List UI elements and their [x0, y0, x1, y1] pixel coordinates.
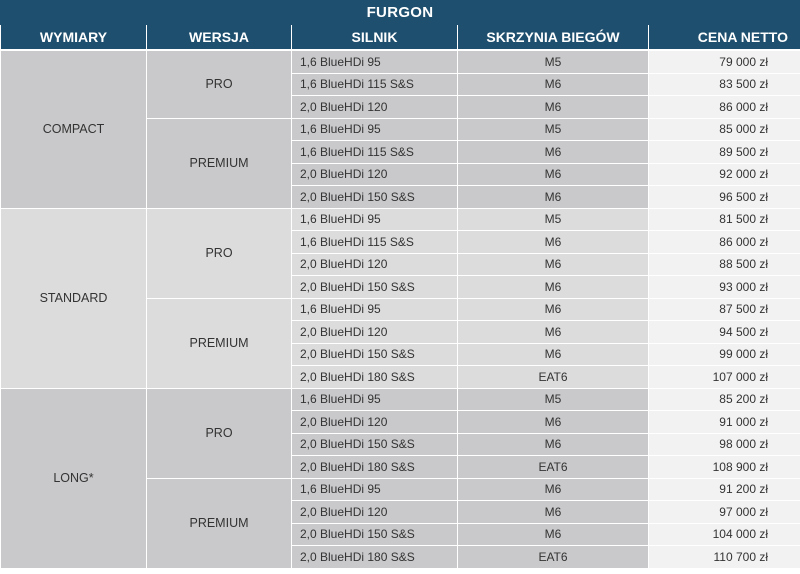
dimension-cell: STANDARD: [1, 208, 147, 388]
price-cell: 85 000 zł: [649, 118, 800, 141]
gearbox-cell: M6: [458, 433, 649, 456]
dimension-cell: LONG*: [1, 388, 147, 568]
header-row: [1, 25, 800, 50]
price-cell: 99 000 zł: [649, 343, 800, 366]
price-cell: 91 000 zł: [649, 411, 800, 434]
price-cell: 83 500 zł: [649, 73, 800, 96]
price-cell: 104 000 zł: [649, 523, 800, 546]
price-cell: 96 500 zł: [649, 186, 800, 209]
price-cell: 98 000 zł: [649, 433, 800, 456]
engine-cell: 2,0 BlueHDi 120: [292, 501, 458, 524]
price-cell: 87 500 zł: [649, 298, 800, 321]
engine-cell: 1,6 BlueHDi 95: [292, 478, 458, 501]
gearbox-cell: M6: [458, 321, 649, 344]
gearbox-cell: M5: [458, 388, 649, 411]
gearbox-cell: M5: [458, 118, 649, 141]
price-cell: 93 000 zł: [649, 276, 800, 299]
gearbox-cell: M6: [458, 186, 649, 209]
price-cell: 107 000 zł: [649, 366, 800, 389]
gearbox-cell: M6: [458, 478, 649, 501]
price-cell: 85 200 zł: [649, 388, 800, 411]
gearbox-cell: M6: [458, 343, 649, 366]
engine-cell: 1,6 BlueHDi 95: [292, 208, 458, 231]
price-cell: 88 500 zł: [649, 253, 800, 276]
version-cell: PRO: [147, 388, 292, 478]
price-cell: 94 500 zł: [649, 321, 800, 344]
engine-cell: 2,0 BlueHDi 180 S&S: [292, 546, 458, 569]
table-body: [1, 50, 800, 568]
engine-cell: 1,6 BlueHDi 95: [292, 118, 458, 141]
engine-cell: 2,0 BlueHDi 180 S&S: [292, 456, 458, 479]
price-cell: 81 500 zł: [649, 208, 800, 231]
header-net-price: CENA NETTO: [649, 25, 800, 50]
price-cell: 89 500 zł: [649, 141, 800, 164]
dimension-cell: COMPACT: [1, 50, 147, 208]
engine-cell: 2,0 BlueHDi 150 S&S: [292, 186, 458, 209]
header-gearbox: SKRZYNIA BIEGÓW: [458, 25, 649, 50]
engine-cell: 2,0 BlueHDi 120: [292, 321, 458, 344]
engine-cell: 2,0 BlueHDi 120: [292, 253, 458, 276]
gearbox-cell: M6: [458, 298, 649, 321]
engine-cell: 2,0 BlueHDi 150 S&S: [292, 343, 458, 366]
table-row: [1, 208, 800, 231]
price-cell: 86 000 zł: [649, 96, 800, 119]
gearbox-cell: M6: [458, 96, 649, 119]
version-cell: PREMIUM: [147, 298, 292, 388]
gearbox-cell: M6: [458, 163, 649, 186]
version-cell: PRO: [147, 208, 292, 298]
price-cell: 97 000 zł: [649, 501, 800, 524]
engine-cell: 2,0 BlueHDi 150 S&S: [292, 523, 458, 546]
version-cell: PREMIUM: [147, 478, 292, 568]
engine-cell: 1,6 BlueHDi 95: [292, 50, 458, 73]
table-title: FURGON: [0, 0, 800, 25]
engine-cell: 2,0 BlueHDi 150 S&S: [292, 276, 458, 299]
gearbox-cell: M6: [458, 141, 649, 164]
gearbox-cell: EAT6: [458, 366, 649, 389]
gearbox-cell: M5: [458, 208, 649, 231]
gearbox-cell: EAT6: [458, 546, 649, 569]
table-row: [1, 388, 800, 411]
engine-cell: 2,0 BlueHDi 180 S&S: [292, 366, 458, 389]
price-cell: 110 700 zł: [649, 546, 800, 569]
version-cell: PRO: [147, 50, 292, 118]
gearbox-cell: M6: [458, 276, 649, 299]
header-version: WERSJA: [147, 25, 292, 50]
gearbox-cell: M6: [458, 231, 649, 254]
price-cell: 92 000 zł: [649, 163, 800, 186]
engine-cell: 2,0 BlueHDi 120: [292, 411, 458, 434]
gearbox-cell: M6: [458, 253, 649, 276]
version-cell: PREMIUM: [147, 118, 292, 208]
gearbox-cell: EAT6: [458, 456, 649, 479]
price-cell: 108 900 zł: [649, 456, 800, 479]
engine-cell: 1,6 BlueHDi 115 S&S: [292, 141, 458, 164]
gearbox-cell: M5: [458, 50, 649, 73]
header-dimensions: WYMIARY: [1, 25, 147, 50]
header-engine: SILNIK: [292, 25, 458, 50]
price-cell: 79 000 zł: [649, 50, 800, 73]
price-table: [0, 25, 800, 569]
engine-cell: 1,6 BlueHDi 95: [292, 388, 458, 411]
engine-cell: 1,6 BlueHDi 115 S&S: [292, 73, 458, 96]
engine-cell: 2,0 BlueHDi 120: [292, 163, 458, 186]
price-cell: 86 000 zł: [649, 231, 800, 254]
gearbox-cell: M6: [458, 73, 649, 96]
gearbox-cell: M6: [458, 501, 649, 524]
table-row: [1, 50, 800, 73]
price-cell: 91 200 zł: [649, 478, 800, 501]
engine-cell: 2,0 BlueHDi 150 S&S: [292, 433, 458, 456]
gearbox-cell: M6: [458, 523, 649, 546]
engine-cell: 2,0 BlueHDi 120: [292, 96, 458, 119]
engine-cell: 1,6 BlueHDi 115 S&S: [292, 231, 458, 254]
engine-cell: 1,6 BlueHDi 95: [292, 298, 458, 321]
gearbox-cell: M6: [458, 411, 649, 434]
